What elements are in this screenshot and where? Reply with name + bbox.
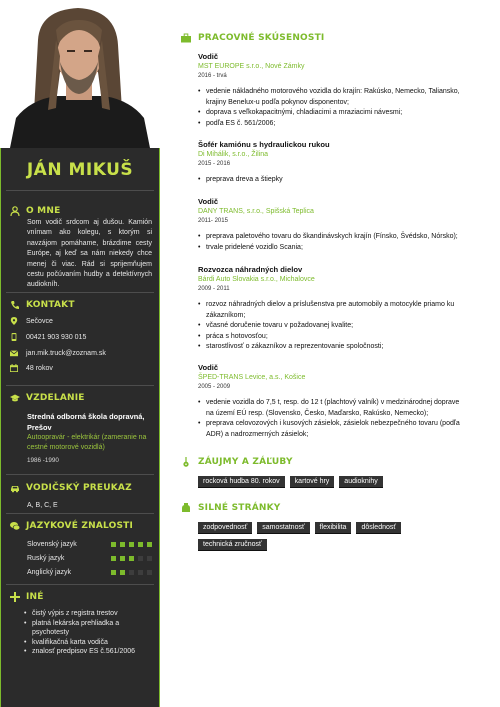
car-icon	[10, 483, 20, 493]
language-level	[111, 542, 152, 547]
language-name: Slovenský jazyk	[27, 541, 77, 548]
hobbies-tags	[198, 476, 468, 488]
job-title: Vodič	[198, 363, 219, 372]
hobby-tag: audioknihy	[339, 476, 382, 488]
school-field: Autoopravár - elektrikár (zameranie na cestné motorové vozidlá)	[27, 434, 147, 451]
strength-icon	[181, 503, 191, 513]
strengths-heading	[181, 503, 281, 513]
level-dot	[147, 542, 152, 547]
job-dates: 2005 - 2009	[198, 384, 231, 390]
level-dot	[147, 556, 152, 561]
job-entry	[198, 140, 468, 186]
contact-location-text: Sečovce	[26, 317, 53, 325]
strengths-tags	[198, 522, 468, 551]
job-bullet: • preprava paletového tovaru do škandinávskych krajín (Fínsko, Švédsko, Nórsko);	[198, 232, 468, 243]
school-name: Stredná odborná škola dopravná, Prešov	[27, 412, 145, 432]
job-entry	[198, 197, 468, 253]
hobby-tag: kartové hry	[290, 476, 335, 488]
experience-heading	[181, 33, 324, 43]
map-pin-icon	[10, 317, 18, 325]
level-dot	[129, 556, 134, 561]
hobbies-heading-text: ZÁUJMY A ZÁĽUBY	[198, 457, 293, 467]
about-heading-text: O MNE	[26, 206, 61, 216]
contact-age	[10, 364, 53, 372]
contact-heading-text: KONTAKT	[26, 300, 75, 310]
level-dot	[138, 556, 143, 561]
job-company: DANY TRANS, s.r.o., Spišská Teplica	[198, 208, 314, 215]
level-dot	[111, 570, 116, 575]
envelope-icon	[10, 349, 18, 357]
job-bullet: • vedenie nákladného motorového vozidla do krajín: Rakúsko, Nemecko, Taliansko, krajiny Benelux-u podľa pokynov disponentov;	[198, 87, 468, 108]
job-title: Šofér kamiónu s hydraulickou rukou	[198, 140, 330, 149]
list-item: • znalosť predpisov ES č.561/2006	[24, 647, 154, 657]
strength-tag: samostatnosť	[257, 522, 309, 534]
languages-heading	[10, 521, 133, 531]
strength-tag: dôslednosť	[356, 522, 401, 534]
languages-heading-text: JAZYKOVÉ ZNALOSTI	[26, 521, 134, 531]
hobbies-heading	[181, 457, 293, 467]
strength-tag: technická zručnosť	[198, 539, 267, 551]
guitar-icon	[181, 457, 191, 467]
job-company: MST EUROPE s.r.o., Nové Zámky	[198, 63, 305, 70]
education-heading-text: VZDELANIE	[26, 393, 85, 403]
job-dates: 2011- 2015	[198, 218, 228, 224]
experience-heading-text: PRACOVNÉ SKÚSENOSTI	[198, 33, 325, 43]
education-heading	[10, 393, 85, 403]
license-heading	[10, 483, 132, 493]
strength-tag: flexibilita	[315, 522, 352, 534]
other-heading	[10, 592, 44, 602]
contact-phone-text[interactable]: 00421 903 930 015	[26, 333, 87, 341]
job-entry	[198, 363, 468, 440]
job-bullet: • práca s hotovosťou;	[198, 332, 468, 343]
divider	[6, 584, 154, 585]
level-dot	[138, 542, 143, 547]
job-bullet: • trvale pridelené vozidlo Scania;	[198, 243, 468, 254]
job-bullet: • preprava celovozových i kusových zásielok, zásielok nebezpečného tovaru (podľa ADR) a nadrozmerných zásielok;	[198, 419, 468, 440]
contact-location	[10, 317, 53, 325]
contact-age-text: 48 rokov	[26, 364, 53, 372]
user-icon	[10, 206, 20, 216]
job-bullet: • starostlivosť o zákazníkov a reprezentovanie spoločnosti;	[198, 342, 468, 353]
list-item: • platná lekárska prehliadka a psychotesty	[24, 619, 154, 638]
job-bullet: • podľa ES č. 561/2006;	[198, 119, 468, 130]
divider	[6, 190, 154, 191]
about-text: Som vodič srdcom aj dušou. Kamión vnímam ako kolegu, s ktorým si navzájom pomáhame, brázdime cesty Európe, aj keď sa nám niekedy chce menej či viac. Rád si sprijemňujem cestu počúvaním hudby a detektívnych audiokníh.	[27, 219, 152, 289]
contact-phone	[10, 333, 86, 341]
phone-icon	[10, 300, 20, 310]
contact-email	[10, 349, 106, 357]
job-dates: 2009 - 2011	[198, 286, 230, 292]
job-title: Rozvozca náhradných dielov	[198, 265, 303, 274]
school-dates: 1986 -1990	[27, 457, 59, 464]
divider	[6, 474, 154, 475]
license-categories: A, B, C, E	[27, 502, 58, 509]
job-bullet: • rozvoz náhradných dielov a príslušenstva pre automobily a motocykle priamo ku zákazníkom;	[198, 300, 468, 321]
job-bullet: • doprava s veľkokapacitnými, chladiacimi a mraziacimi návesmi;	[198, 108, 468, 119]
list-item: • kvalifikačná karta vodiča	[24, 638, 154, 648]
level-dot	[138, 570, 143, 575]
divider	[6, 385, 154, 386]
level-dot	[147, 570, 152, 575]
job-company: ŠPED-TRANS Levice, a.s., Košice	[198, 374, 306, 381]
job-company: Di Mihálik, s.r.o., Žilina	[198, 151, 269, 158]
level-dot	[129, 542, 134, 547]
level-dot	[129, 570, 134, 575]
briefcase-icon	[181, 33, 191, 43]
education-entry	[27, 412, 152, 466]
divider	[6, 292, 154, 293]
language-row	[27, 541, 152, 548]
job-entry	[198, 265, 468, 353]
other-list	[24, 609, 154, 657]
calendar-icon	[10, 364, 18, 372]
language-level	[111, 556, 152, 561]
contact-heading	[10, 300, 75, 310]
plus-icon	[10, 592, 20, 602]
job-bullet: • vedenie vozidla do 7,5 t, resp. do 12 t (plachtový valník) v medzinárodnej doprave na území EÚ resp. (Slovensko, Česko, Maďarsko, Rakúsko, Nemecko);	[198, 398, 468, 419]
job-title: Vodič	[198, 52, 219, 61]
contact-email-text[interactable]: jan.mik.truck@zoznam.sk	[26, 349, 106, 357]
hobby-tag: rocková hudba 80. rokov	[198, 476, 285, 488]
candidate-name: JÁN MIKUŠ	[26, 160, 134, 180]
language-name: Anglický jazyk	[27, 569, 71, 576]
list-item: • čistý výpis z registra trestov	[24, 609, 154, 619]
phone-icon	[10, 333, 18, 341]
level-dot	[111, 542, 116, 547]
profile-photo	[0, 0, 160, 148]
language-row	[27, 555, 152, 562]
job-company: Bárdi Auto Slovakia s.r.o., Michalovce	[198, 276, 315, 283]
language-name: Ruský jazyk	[27, 555, 65, 562]
level-dot	[111, 556, 116, 561]
sidebar	[0, 0, 160, 707]
job-bullet: • preprava dreva a štiepky	[198, 175, 468, 186]
divider	[6, 513, 154, 514]
chat-bubbles-icon	[10, 521, 20, 531]
language-row	[27, 569, 152, 576]
level-dot	[120, 570, 125, 575]
strength-tag: zodpovednosť	[198, 522, 252, 534]
other-heading-text: INÉ	[26, 592, 44, 602]
job-dates: 2016 - trvá	[198, 73, 227, 79]
license-heading-text: VODIČSKÝ PREUKAZ	[26, 483, 132, 493]
job-dates: 2015 - 2016	[198, 161, 231, 167]
job-entry	[198, 52, 468, 129]
graduation-cap-icon	[10, 393, 20, 403]
job-title: Vodič	[198, 197, 219, 206]
about-heading	[10, 206, 60, 216]
language-level	[111, 570, 152, 575]
level-dot	[120, 542, 125, 547]
job-bullet: • včasné doručenie tovaru v požadovanej kvalite;	[198, 321, 468, 332]
strengths-heading-text: SILNÉ STRÁNKY	[198, 503, 281, 513]
level-dot	[120, 556, 125, 561]
